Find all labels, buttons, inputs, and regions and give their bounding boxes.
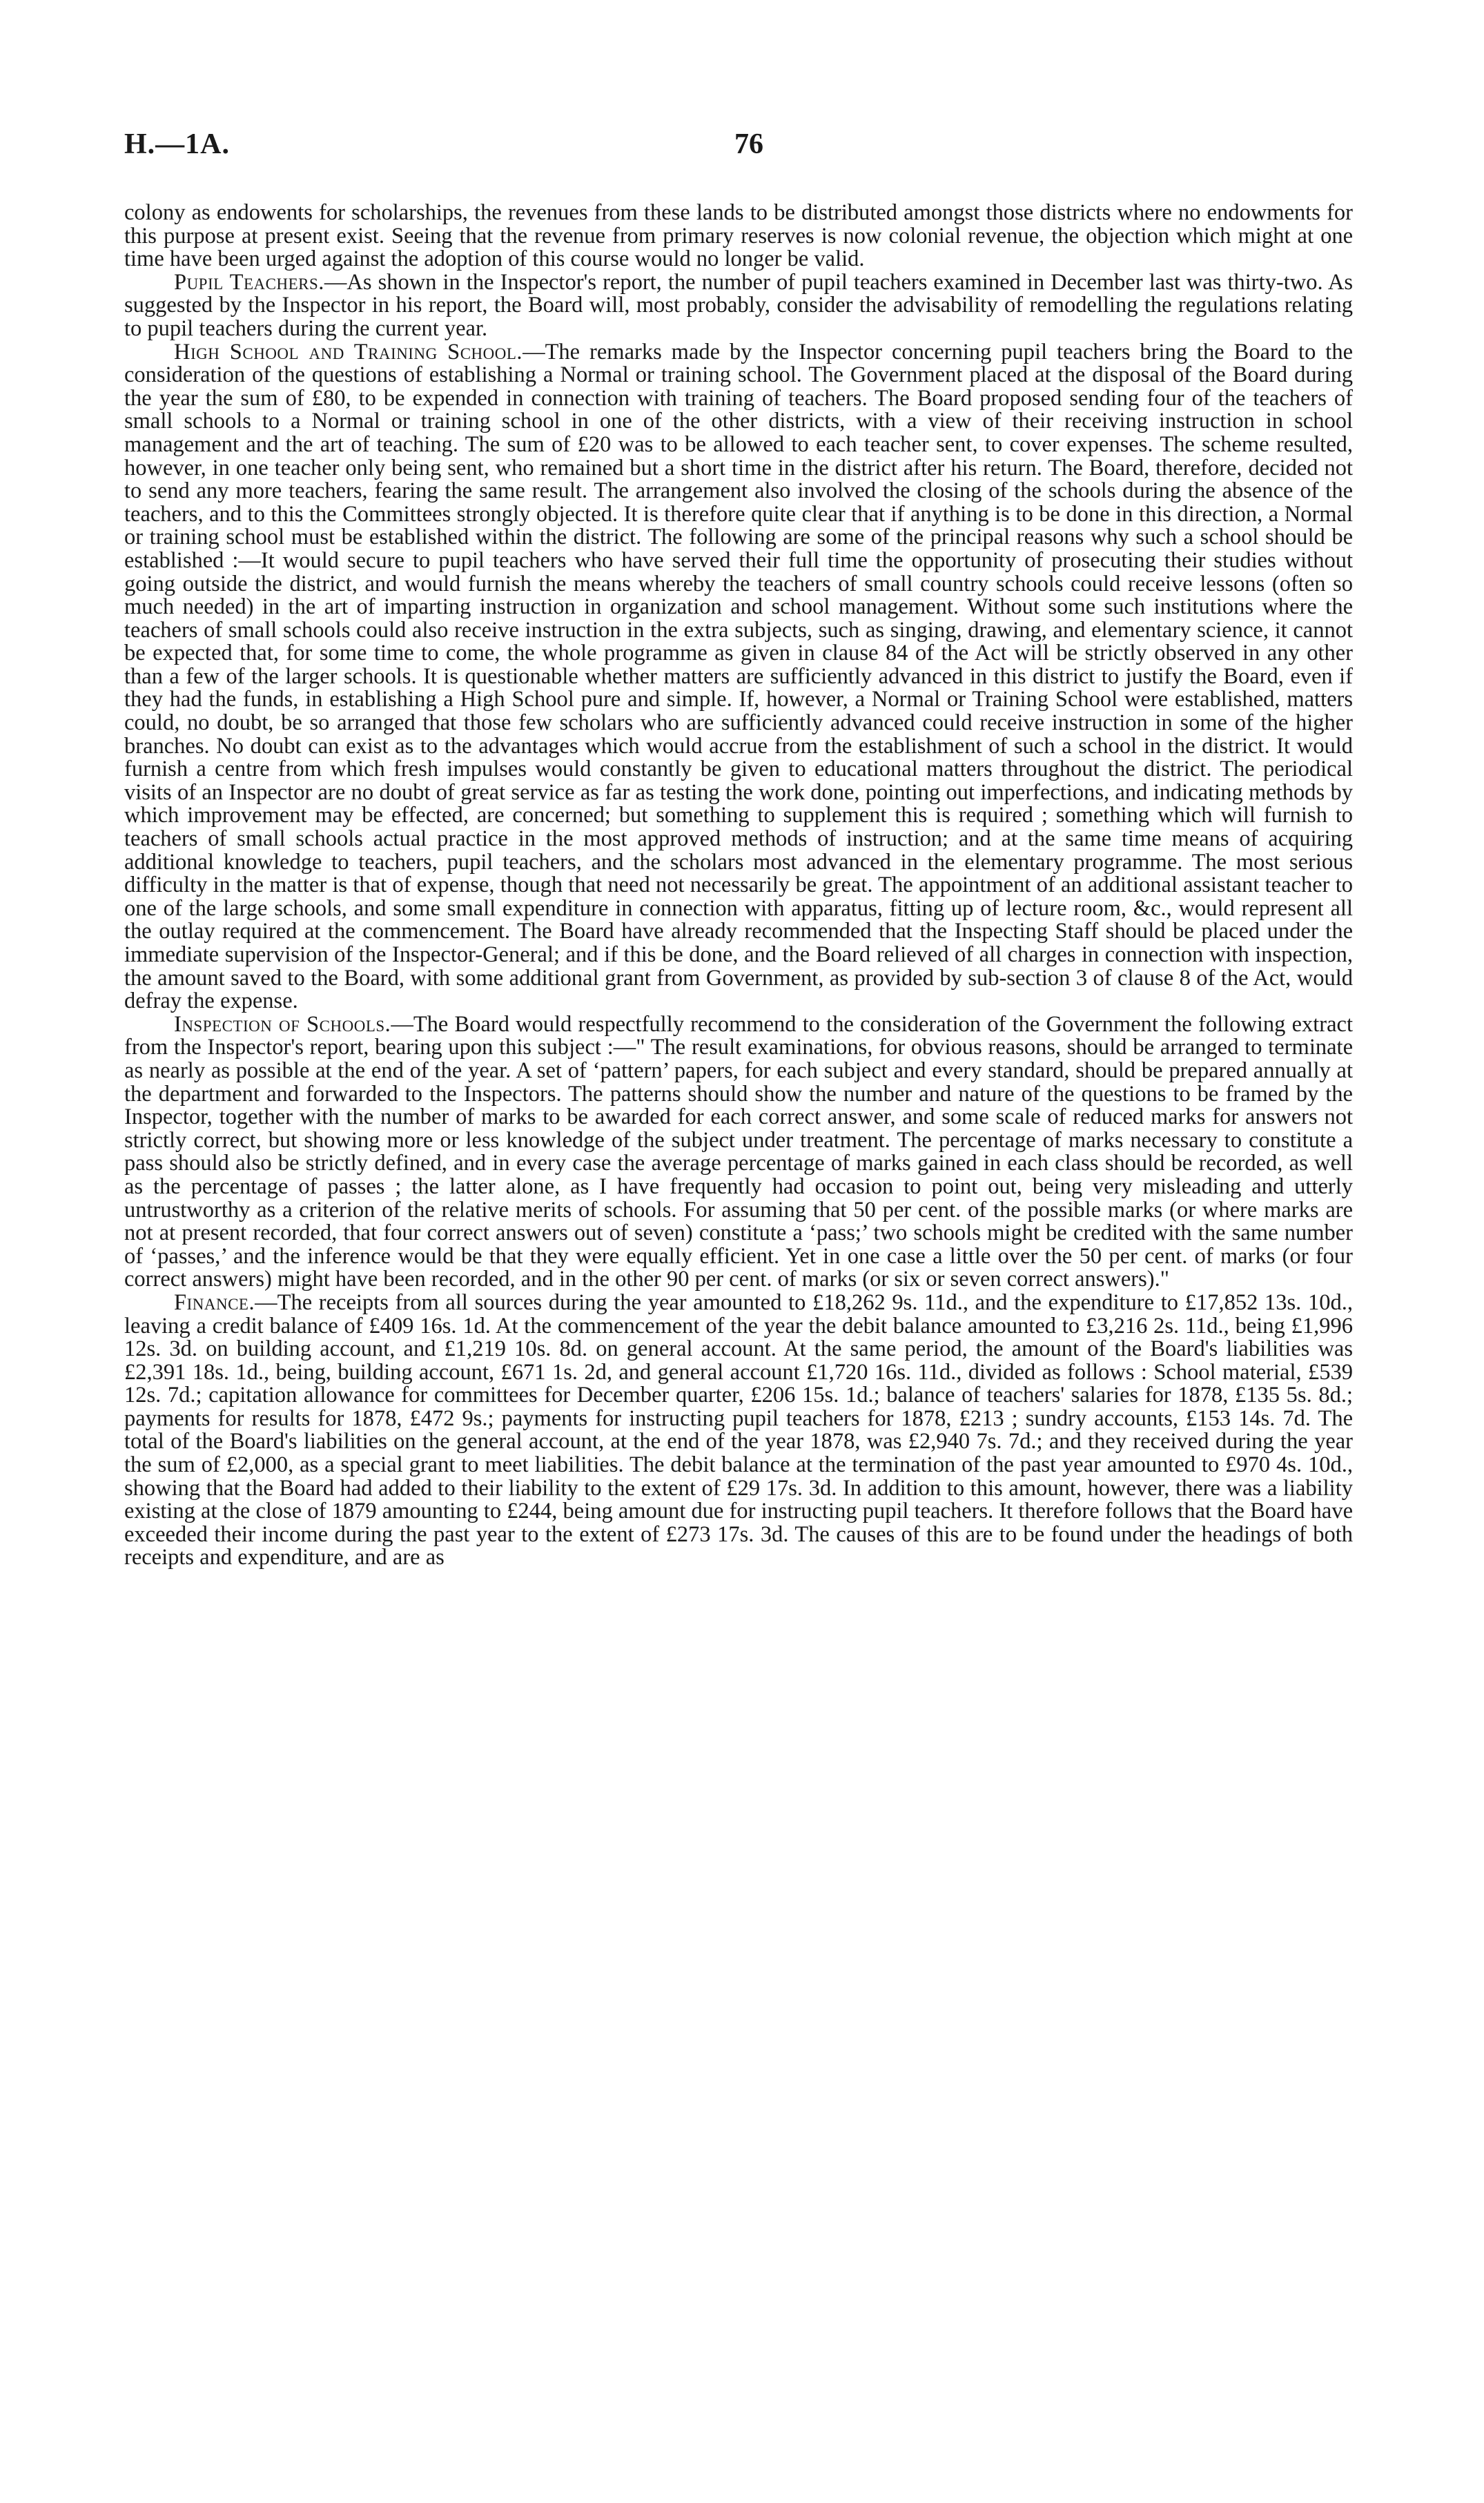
document-body xyxy=(124,202,1353,1570)
page-number: 76 xyxy=(734,128,763,160)
document-reference: H.—1A. xyxy=(124,128,230,160)
paragraph-finance xyxy=(124,1289,1353,1570)
section-heading-pupil-teachers: Pupil Teachers. xyxy=(174,269,324,295)
paragraph-text: —The remarks made by the Inspector concerning pupil teachers bring the Board to the consideration of the questions of establishing a Normal or training school. The Government placed at the disposal of the Board during the year the sum of £80, to be expended in connection with training of teachers. The Board proposed sending four of the teachers of small schools to a Normal or training school in one of the other districts, with a view of their receiving instruction in school management and the art of teaching. The sum of £20 was to be allowed to each teacher sent, to cover expenses. The scheme resulted, however, in one teacher only being sent, who remained but a short time in the district after his return. The Board, therefore, decided not to send any more teachers, fearing the same result. The arrangement also involved the closing of the schools during the absence of the teachers, and to this the Committees strongly objected. It is therefore quite clear that if anything is to be done in this direction, a Normal or training school must be established within the district. The following are some of the principal reasons why such a school should be established :—It would secure to pupil teachers who have served their full time the opportunity of prosecuting their studies without going outside the district, and would furnish the means whereby the teachers of small country schools could receive lessons (often so much needed) in the art of imparting instruction in organization and school management. Without some such institutions where the teachers of small schools could also receive instruction in the extra subjects, such as singing, drawing, and elementary science, it cannot be expected that, for some time to come, the whole programme as given in clause 84 of the Act will be strictly observed in any other than a few of the larger schools. It is questionable whether matters are sufficiently advanced in this district to justify the Board, even if they had the funds, in establishing a High School pure and simple. If, however, a Normal or Training School were established, matters could, no doubt, be so arranged that those few scholars who are sufficiently advanced could receive instruction in some of the higher branches. No doubt can exist as to the advantages which would accrue from the establishment of such a school in the district. It would furnish a centre from which fresh impulses would constantly be given to educational matters throughout the district. The periodical visits of an Inspector are no doubt of great service as far as testing the work done, pointing out imperfections, and indicating methods by which improvement may be effected, are concerned; but something to supplement this is required ; something which will furnish to teachers of small schools actual practice in the most approved methods of instruction; and at the same time means of acquiring additional knowledge to teachers, pupil teachers, and the scholars most advanced in the elementary programme. The most serious difficulty in the matter is that of expense, though that need not necessarily be great. The appointment of an additional assistant teacher to one of the large schools, and some small expenditure in connection with apparatus, fitting up of lecture room, &c., would represent all the outlay required at the commencement. The Board have already recommended that the Inspecting Staff should be placed under the immediate supervision of the Inspector-General; and if this be done, and the Board relieved of all charges in connection with inspection, the amount saved to the Board, with some additional grant from Government, as provided by sub-section 3 of clause 8 of the Act, would defray the expense. xyxy=(124,339,1353,1014)
paragraph-text: —The receipts from all sources during the year amounted to £18,262 9s. 11d., and the expenditure to £17,852 13s. 10d., leaving a credit balance of £409 16s. 1d. At the commencement of the year the debit balance amounted to £3,216 2s. 11d., being £1,996 12s. 3d. on building account, and £1,219 10s. 8d. on general account. At the same period, the amount of the Board's liabilities was £2,391 18s. 1d., being, building account, £671 1s. 2d, and general account £1,720 16s. 11d., divided as follows : School material, £539 12s. 7d.; capitation allowance for committees for December quarter, £206 15s. 1d.; balance of teachers' salaries for 1878, £135 5s. 8d.; payments for results for 1878, £472 9s.; payments for instructing pupil teachers for 1878, £213 ; sundry accounts, £153 14s. 7d. The total of the Board's liabilities on the general account, at the end of the year 1878, was £2,940 7s. 7d.; and they received during the year the sum of £2,000, as a special grant to meet liabilities. The debit balance at the termination of the past year amounted to £970 4s. 10d., showing that the Board had added to their liability to the extent of £29 17s. 3d. In addition to this amount, however, there was a liability existing at the close of 1879 amounting to £244, being amount due for instructing pupil teachers. It therefore follows that the Board have exceeded their income during the past year to the extent of £273 17s. 3d. The causes of this are to be found under the headings of both receipts and expenditure, and are as xyxy=(124,1289,1353,1570)
section-heading-high-school: High School and Training School. xyxy=(174,339,523,364)
paragraph-inspection xyxy=(124,1013,1353,1292)
section-heading-finance: Finance. xyxy=(174,1289,255,1315)
paragraph-pupil-teachers xyxy=(124,271,1353,341)
section-heading-inspection: Inspection of Schools. xyxy=(174,1011,391,1037)
page-header xyxy=(124,128,1353,169)
paragraph-text: —As shown in the Inspector's report, the number of pupil teachers examined in December last was thirty-two. As suggested by the Inspector in his report, the Board will, most probably, consider the advisability of remodelling the regulations relating to pupil teachers during the current year. xyxy=(124,269,1353,341)
paragraph-high-school xyxy=(124,341,1353,1013)
paragraph-text: colony as endowents for scholarships, the revenues from these lands to be distributed amongst those districts where no endowments for this purpose at present exist. Seeing that the revenue from primary reserves is now colonial revenue, the objection which might at one time have been urged against the adoption of this course would no longer be valid. xyxy=(124,200,1353,272)
paragraph-continuation xyxy=(124,202,1353,271)
paragraph-text: —The Board would respectfully recommend to the consideration of the Government the following extract from the Inspector's report, bearing upon this subject :—" The result examinations, for obvious reasons, should be arranged to terminate as nearly as possible at the end of the year. A set of ‘pattern’ papers, for each subject and every standard, should be prepared annually at the department and forwarded to the Inspectors. The patterns should show the number and nature of the questions to be framed by the Inspector, together with the number of marks to be awarded for each correct answer, and some scale of reduced marks for answers not strictly correct, but showing more or less knowledge of the subject under treatment. The percentage of marks necessary to constitute a pass should also be strictly defined, and in every case the average percentage of marks gained in each class should be recorded, as well as the percentage of passes ; the latter alone, as I have frequently had occasion to point out, being very misleading and utterly untrustworthy as a criterion of the relative merits of schools. For assuming that 50 per cent. of the possible marks (or where marks are not at present recorded, that four correct answers out of seven) constitute a ‘pass;’ two schools might be credited with the same number of ‘passes,’ and the inference would be that they were equally efficient. Yet in one case a little over the 50 per cent. of marks (or four correct answers) might have been recorded, and in the other 90 per cent. of marks (or six or seven correct answers)." xyxy=(124,1011,1353,1292)
